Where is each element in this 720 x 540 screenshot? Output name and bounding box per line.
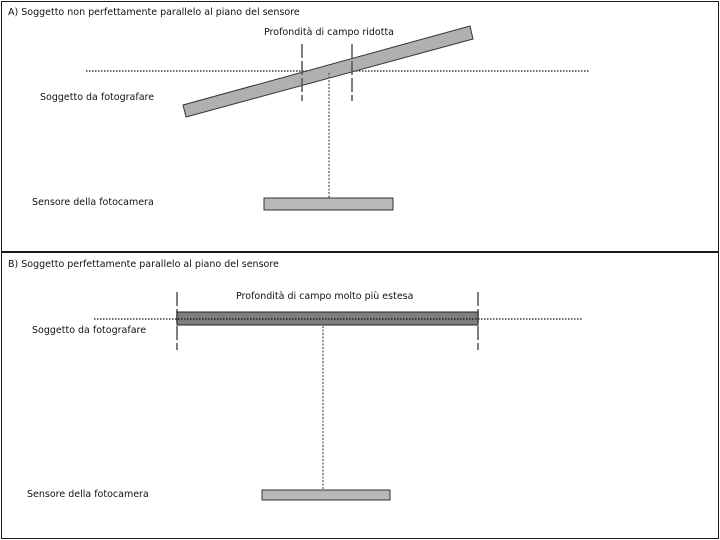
panel-b-sensor-label: Sensore della fotocamera <box>27 489 149 500</box>
panel-a-diagram <box>2 2 718 251</box>
panel-b-parallel-subject-bar <box>177 312 478 325</box>
panel-b-dof-label: Profondità di campo molto più estesa <box>236 291 414 302</box>
panel-a-subject-label: Soggetto da fotografare <box>40 92 155 103</box>
panel-b-subject-label: Soggetto da fotografare <box>32 325 147 336</box>
panel-a-title: A) Soggetto non perfettamente parallelo al piano del sensore <box>8 7 300 18</box>
panel-b-title: B) Soggetto perfettamente parallelo al piano del sensore <box>8 259 279 270</box>
panel-a-sensor-bar <box>264 198 393 210</box>
panel-a-sensor-label: Sensore della fotocamera <box>32 197 154 208</box>
panel-b-diagram <box>2 253 718 538</box>
panel-b-parallel <box>1 252 719 539</box>
panel-a-non-parallel <box>1 1 719 252</box>
panel-b-sensor-bar <box>262 490 390 500</box>
panel-a-dof-label: Profondità di campo ridotta <box>264 27 394 38</box>
